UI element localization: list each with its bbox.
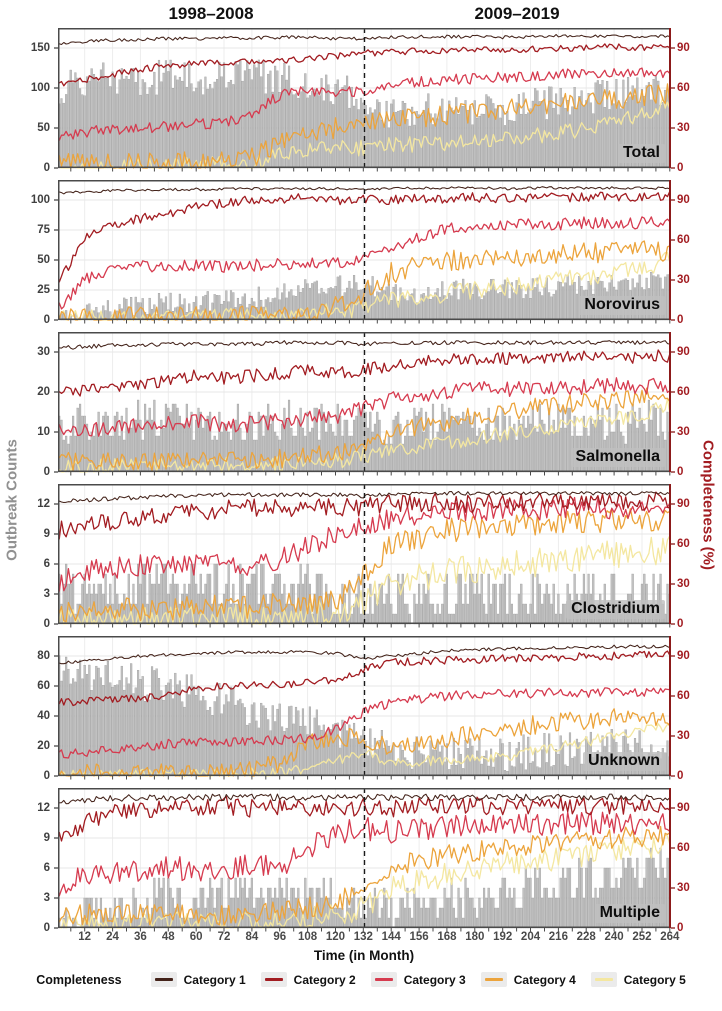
- legend-item-category-4: [481, 972, 576, 987]
- left-axis-title: Outbreak Counts: [3, 439, 21, 561]
- left-axis-tick-label: 3: [43, 892, 50, 904]
- legend-item-category-1: [151, 972, 246, 987]
- right-axis-tick-label: 60: [677, 386, 690, 398]
- left-axis-tick-label: 60: [37, 679, 50, 692]
- left-axis-tick-label: 0: [43, 618, 50, 630]
- right-axis-tick-label: 0: [677, 618, 684, 630]
- left-axis-tick-label: 12: [37, 802, 50, 814]
- left-axis-tick-label: 0: [43, 770, 50, 782]
- x-tick-label: 192: [493, 931, 513, 943]
- right-axis-tick-label: 30: [677, 882, 690, 894]
- legend-key-swatch: [371, 972, 397, 987]
- panel-label-salmonella: Salmonella: [571, 448, 665, 467]
- legend-title: Completeness: [36, 972, 122, 987]
- legend-item-category-3: [371, 972, 466, 987]
- x-tick-label: 60: [189, 931, 203, 943]
- x-tick-label: 132: [353, 931, 373, 943]
- right-axis-tick-label: 0: [677, 922, 684, 934]
- category-line-icon: [485, 978, 503, 981]
- left-axis-tick-label: 20: [37, 386, 50, 398]
- right-axis-tick-label: 30: [677, 426, 690, 438]
- left-axis-tick-label: 40: [37, 709, 50, 722]
- chart-panel-unknown: [0, 636, 722, 782]
- right-axis-tick-label: 90: [677, 194, 690, 206]
- x-tick-label: 204: [520, 931, 541, 943]
- right-axis-tick-label: 60: [677, 234, 690, 246]
- right-axis-tick-label: 30: [677, 730, 690, 742]
- legend-key-swatch: [261, 972, 287, 987]
- left-axis-tick-label: 6: [43, 558, 50, 570]
- left-axis-tick-label: 12: [37, 498, 50, 510]
- x-tick-label: 180: [465, 931, 485, 943]
- right-axis-tick-label: 0: [677, 466, 684, 478]
- column-header-1998-2008: 1998–2008: [168, 4, 254, 23]
- legend-label: Category 5: [623, 972, 686, 987]
- panel-plot-area: [58, 636, 671, 776]
- x-tick-label: 228: [576, 931, 596, 943]
- right-axis-tick-label: 90: [677, 498, 690, 510]
- category-line-icon: [375, 978, 393, 981]
- left-axis-tick-label: 100: [30, 82, 50, 94]
- right-axis-tick-label: 0: [677, 314, 684, 326]
- x-tick-label: 264: [660, 931, 680, 943]
- left-axis-tick-label: 0: [43, 922, 50, 934]
- x-tick-label: 144: [381, 931, 401, 943]
- legend: [0, 972, 722, 987]
- x-tick-label: 108: [298, 931, 318, 943]
- right-axis-tick-label: 60: [677, 842, 690, 854]
- right-axis-tick-label: 60: [677, 82, 690, 94]
- left-axis-tick-label: 9: [43, 832, 50, 844]
- left-axis-tick-label: 100: [30, 194, 50, 207]
- x-tick-label: 168: [437, 931, 457, 943]
- x-tick-label: 120: [325, 931, 346, 943]
- right-axis-tick-label: 0: [677, 770, 684, 782]
- left-axis-tick-label: 75: [37, 224, 50, 237]
- right-axis-tick-label: 90: [677, 42, 690, 54]
- chart-panel-total: [0, 28, 722, 174]
- chart-panel-norovirus: [0, 180, 722, 326]
- legend-label: Category 1: [183, 972, 246, 987]
- chart-panel-multiple: [0, 788, 722, 934]
- x-tick-label: 12: [78, 931, 92, 943]
- left-axis-tick-label: 10: [37, 426, 50, 438]
- legend-label: Category 3: [403, 972, 466, 987]
- left-axis-tick-label: 20: [37, 739, 50, 752]
- chart-panel-clostridium: [0, 484, 722, 630]
- legend-key-swatch: [151, 972, 177, 987]
- right-axis-tick-label: 90: [677, 802, 690, 814]
- left-axis-tick-label: 25: [37, 284, 50, 296]
- right-axis-tick-label: 90: [677, 346, 690, 358]
- right-axis-title: Completeness (%): [699, 439, 717, 571]
- legend-label: Category 2: [293, 972, 356, 987]
- left-axis-tick-label: 80: [37, 649, 50, 662]
- panel-plot-area: [58, 788, 671, 928]
- x-tick-label: 156: [409, 931, 429, 943]
- x-tick-label: 240: [604, 931, 624, 943]
- right-axis-tick-label: 30: [677, 578, 690, 590]
- x-tick-label: 84: [245, 931, 259, 943]
- x-tick-label: 36: [134, 931, 147, 943]
- left-axis-tick-label: 0: [43, 466, 50, 478]
- category-line-icon: [265, 978, 283, 981]
- x-axis-title: Time (in Month): [313, 948, 415, 963]
- left-axis-tick-label: 0: [43, 162, 50, 174]
- right-axis-tick-label: 60: [677, 690, 690, 702]
- category-line-icon: [595, 978, 613, 981]
- chart-panel-salmonella: [0, 332, 722, 478]
- x-tick-label: 24: [106, 931, 119, 943]
- left-axis-tick-label: 50: [37, 254, 50, 267]
- right-axis-tick-label: 60: [677, 538, 690, 550]
- panel-label-unknown: Unknown: [583, 752, 665, 771]
- legend-item-category-5: [591, 972, 686, 987]
- right-axis-tick-label: 30: [677, 274, 690, 286]
- left-axis-tick-label: 3: [43, 588, 50, 600]
- category-line-icon: [155, 978, 173, 981]
- panel-label-norovirus: Norovirus: [579, 296, 665, 315]
- x-tick-label: 72: [217, 931, 231, 943]
- panel-plot-area: [58, 28, 671, 168]
- right-axis-tick-label: 30: [677, 122, 690, 134]
- panel-label-multiple: Multiple: [595, 904, 665, 923]
- left-axis-tick-label: 0: [43, 314, 50, 326]
- panel-label-total: Total: [618, 144, 665, 163]
- right-axis-tick-label: 90: [677, 650, 690, 662]
- legend-label: Category 4: [513, 972, 576, 987]
- legend-item-category-2: [261, 972, 356, 987]
- x-tick-label: 216: [548, 931, 568, 943]
- panel-label-clostridium: Clostridium: [566, 600, 665, 619]
- right-axis-tick-label: 0: [677, 162, 684, 174]
- left-axis-tick-label: 150: [30, 42, 50, 54]
- legend-key-swatch: [591, 972, 617, 987]
- left-axis-tick-label: 9: [43, 528, 50, 540]
- left-axis-tick-label: 50: [37, 122, 50, 134]
- column-header-2009-2019: 2009–2019: [474, 4, 560, 23]
- left-axis-tick-label: 6: [43, 862, 50, 874]
- x-tick-label: 96: [273, 931, 287, 943]
- legend-key-swatch: [481, 972, 507, 987]
- x-tick-label: 252: [632, 931, 652, 943]
- left-axis-tick-label: 30: [37, 346, 50, 358]
- x-tick-label: 48: [161, 931, 175, 943]
